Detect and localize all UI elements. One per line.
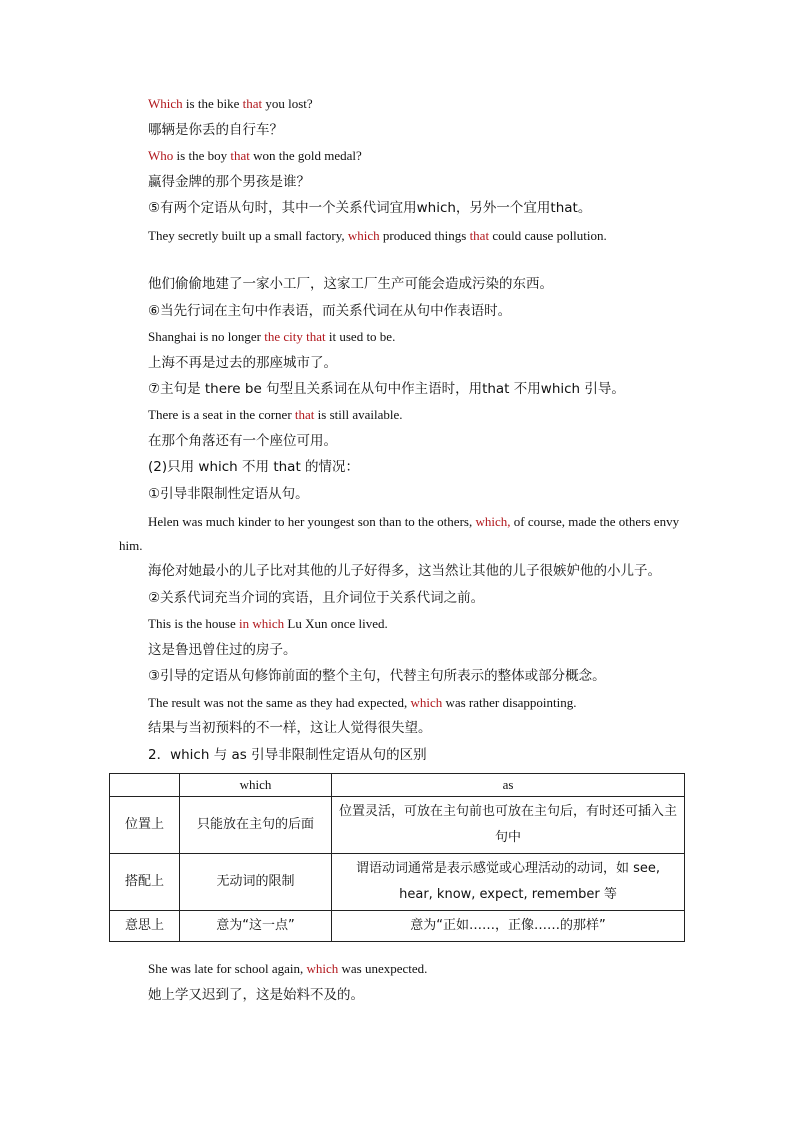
row-label: 意思上 xyxy=(110,911,180,942)
text: Helen was much kinder to her youngest son than to the others, xyxy=(148,514,476,529)
text: Lu Xun once lived. xyxy=(284,616,388,631)
example-sentence-4 xyxy=(148,327,395,347)
text: is the bike xyxy=(182,96,243,111)
which-cell: 意为“这一点” xyxy=(180,911,332,942)
which-cell: 只能放在主句的后面 xyxy=(180,797,332,854)
keyword: in which xyxy=(239,616,285,631)
keyword: Who xyxy=(148,148,174,163)
as-cell: 谓语动词通常是表示感觉或心理活动的动词，如 see, hear, know, expect, remember 等 xyxy=(332,854,685,911)
row-label: 位置上 xyxy=(110,797,180,854)
rule-7: ⑦主句是 there be 句型且关系词在从句中作主语时，用that 不用which 引导。 xyxy=(148,381,625,397)
table-header-row xyxy=(110,774,685,797)
translation-3: 他们偷偷地建了一家小工厂，这家工厂生产可能会造成污染的东西。 xyxy=(148,276,553,292)
text: is the boy xyxy=(173,148,231,163)
text: She was late for school again, xyxy=(148,961,307,976)
example-sentence-9 xyxy=(148,959,427,979)
as-cell: 意为“正如……，正像……的那样” xyxy=(332,911,685,942)
translation-2: 赢得金牌的那个男孩是谁？ xyxy=(148,174,310,190)
text: of course, made the others envy him. xyxy=(119,514,680,553)
as-cell: 位置灵活，可放在主句前也可放在主句后，有时还可插入主句中 xyxy=(332,797,685,854)
translation-4: 上海不再是过去的那座城市了。 xyxy=(148,355,337,371)
translation-6: 海伦对她最小的儿子比对其他的儿子好得多，这当然让其他的儿子很嫉妒他的小儿子。 xyxy=(148,563,661,579)
keyword: Which xyxy=(148,96,183,111)
keyword: which xyxy=(306,961,339,976)
text: won the gold medal? xyxy=(249,148,362,163)
table-header-cell: as xyxy=(332,774,685,797)
example-sentence-5 xyxy=(148,405,403,425)
table-row xyxy=(110,911,685,942)
translation-9: 她上学又迟到了，这是始料不及的。 xyxy=(148,987,364,1003)
translation-5: 在那个角落还有一个座位可用。 xyxy=(148,433,337,449)
rule-5: ⑤有两个定语从句时，其中一个关系代词宜用which，另外一个宜用that。 xyxy=(148,200,592,216)
comparison-table xyxy=(109,773,685,942)
text: produced things xyxy=(379,228,470,243)
which-cell: 无动词的限制 xyxy=(180,854,332,911)
table-row xyxy=(110,797,685,854)
row-label: 搭配上 xyxy=(110,854,180,911)
translation-8: 结果与当初预料的不一样，这让人觉得很失望。 xyxy=(148,720,432,736)
keyword: that xyxy=(469,228,490,243)
keyword: that xyxy=(230,148,250,163)
table-header-cell: which xyxy=(180,774,332,797)
text: was rather disappointing. xyxy=(442,695,577,710)
example-sentence-1 xyxy=(148,94,313,114)
text: There is a seat in the corner xyxy=(148,407,295,422)
text: They secretly built up a small factory, xyxy=(148,228,348,243)
section-heading-which-as: 2．which 与 as 引导非限制性定语从句的区别 xyxy=(148,747,427,763)
text: you lost? xyxy=(262,96,313,111)
text: is still available. xyxy=(314,407,403,422)
keyword: which xyxy=(410,695,443,710)
rule-6: ⑥当先行词在主句中作表语，而关系代词在从句中作表语时。 xyxy=(148,303,512,319)
text: was unexpected. xyxy=(338,961,428,976)
rule-3: ③引导的定语从句修饰前面的整个主句，代替主句所表示的整体或部分概念。 xyxy=(148,668,606,684)
text: The result was not the same as they had expected, xyxy=(148,695,411,710)
translation-7: 这是鲁迅曾住过的房子。 xyxy=(148,642,297,658)
section-heading-2: (2)只用 which 不用 that 的情况： xyxy=(148,459,360,475)
example-sentence-8 xyxy=(148,693,577,713)
rule-1: ①引导非限制性定语从句。 xyxy=(148,486,309,502)
keyword: that xyxy=(294,407,315,422)
keyword: that xyxy=(242,96,263,111)
text: could cause pollution. xyxy=(489,228,607,243)
text: Shanghai is no longer xyxy=(148,329,265,344)
translation-1: 哪辆是你丢的自行车？ xyxy=(148,122,283,138)
text: This is the house xyxy=(148,616,239,631)
rule-2: ②关系代词充当介词的宾语，且介词位于关系代词之前。 xyxy=(148,590,485,606)
text: it used to be. xyxy=(325,329,396,344)
example-sentence-2 xyxy=(148,146,362,166)
example-sentence-3 xyxy=(119,224,684,248)
keyword: which xyxy=(347,228,380,243)
keyword: which, xyxy=(475,514,511,529)
example-sentence-6 xyxy=(119,510,684,558)
table-header-cell xyxy=(110,774,180,797)
example-sentence-7 xyxy=(148,614,388,634)
keyword: the city that xyxy=(264,329,326,344)
table-row xyxy=(110,854,685,911)
